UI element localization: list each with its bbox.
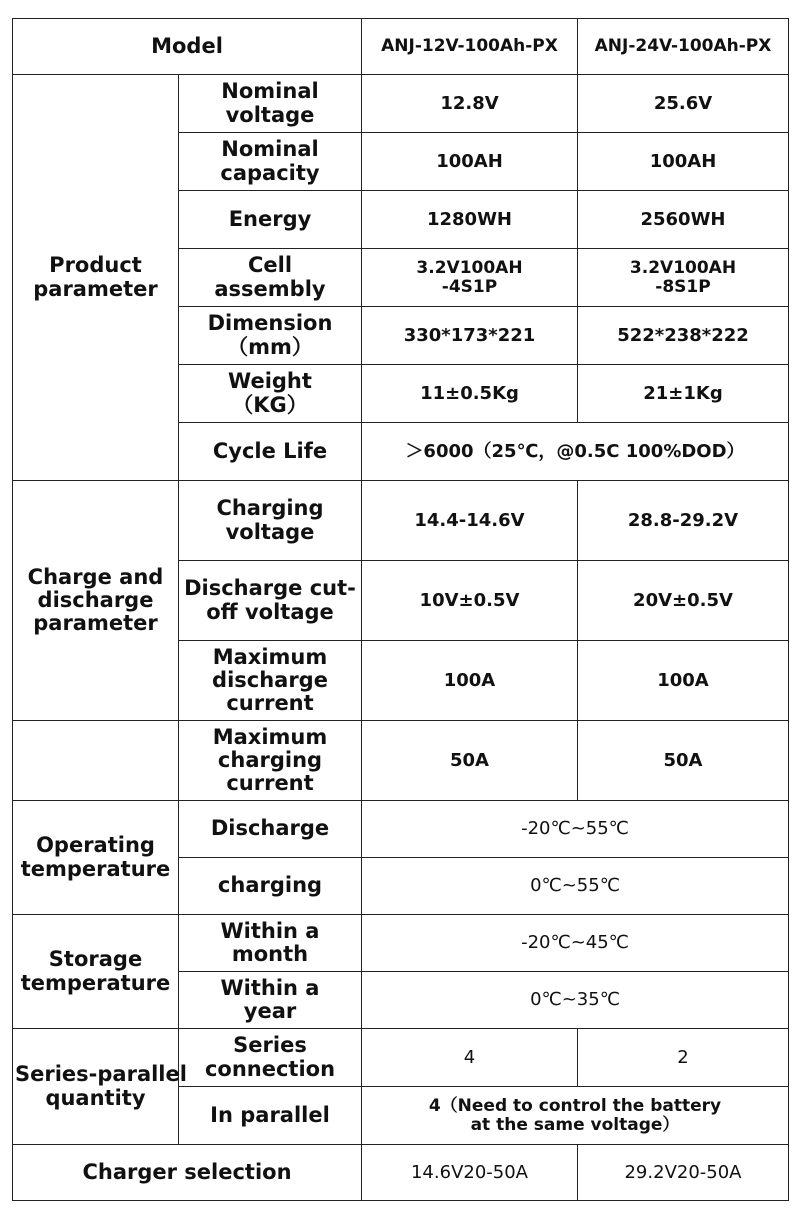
energy-24v: 2560WH: [578, 191, 789, 249]
weight-12v: 11±0.5Kg: [362, 365, 578, 423]
model-12v-header: ANJ-12V-100Ah-PX: [362, 19, 578, 75]
nominal-voltage-label: Nominal voltage: [179, 75, 362, 133]
charger-24v: 29.2V20-50A: [578, 1145, 789, 1201]
nominal-capacity-12v: 100AH: [362, 133, 578, 191]
storage-month-row: [13, 915, 789, 972]
storage-month-value: -20℃~45℃: [362, 915, 789, 972]
nominal-voltage-row: [13, 75, 789, 133]
energy-12v: 1280WH: [362, 191, 578, 249]
operating-charging-label: charging: [179, 858, 362, 915]
cell-assembly-24v: 3.2V100AH -8S1P: [578, 249, 789, 307]
cycle-life-value: ＞6000（25℃，@0.5C 100%DOD）: [362, 423, 789, 481]
max-charging-current-row: [13, 721, 789, 801]
charging-voltage-row: [13, 481, 789, 561]
dimension-label: Dimension （mm）: [179, 307, 362, 365]
operating-discharge-row: [13, 801, 789, 858]
series-connection-row: [13, 1029, 789, 1087]
max-discharge-current-24v: 100A: [578, 641, 789, 721]
cell-assembly-12v: 3.2V100AH -4S1P: [362, 249, 578, 307]
weight-24v: 21±1Kg: [578, 365, 789, 423]
max-charging-group-empty: [13, 721, 179, 801]
discharge-cutoff-label: Discharge cut- off voltage: [179, 561, 362, 641]
in-parallel-value: 4（Need to control the battery at the same voltage）: [362, 1087, 789, 1145]
max-charging-current-label: Maximum charging current: [179, 721, 362, 801]
discharge-cutoff-24v: 20V±0.5V: [578, 561, 789, 641]
series-connection-24v: 2: [578, 1029, 789, 1087]
nominal-voltage-24v: 25.6V: [578, 75, 789, 133]
charger-12v: 14.6V20-50A: [362, 1145, 578, 1201]
max-charging-current-12v: 50A: [362, 721, 578, 801]
max-charging-current-24v: 50A: [578, 721, 789, 801]
charging-voltage-label: Charging voltage: [179, 481, 362, 561]
charge-discharge-group: Charge and discharge parameter: [13, 481, 179, 721]
series-parallel-group: Series-parallel quantity: [13, 1029, 179, 1145]
cycle-life-label: Cycle Life: [179, 423, 362, 481]
nominal-voltage-12v: 12.8V: [362, 75, 578, 133]
storage-month-label: Within a month: [179, 915, 362, 972]
dimension-12v: 330*173*221: [362, 307, 578, 365]
storage-year-label: Within a year: [179, 972, 362, 1029]
series-connection-12v: 4: [362, 1029, 578, 1087]
discharge-cutoff-12v: 10V±0.5V: [362, 561, 578, 641]
operating-temperature-group: Operating temperature: [13, 801, 179, 915]
operating-charging-value: 0℃~55℃: [362, 858, 789, 915]
nominal-capacity-24v: 100AH: [578, 133, 789, 191]
max-discharge-current-label: Maximum discharge current: [179, 641, 362, 721]
model-header: Model: [13, 19, 362, 75]
charging-voltage-12v: 14.4-14.6V: [362, 481, 578, 561]
header-row: [13, 19, 789, 75]
nominal-capacity-label: Nominal capacity: [179, 133, 362, 191]
model-24v-header: ANJ-24V-100Ah-PX: [578, 19, 789, 75]
charging-voltage-24v: 28.8-29.2V: [578, 481, 789, 561]
charger-selection-row: [13, 1145, 789, 1201]
charger-selection-label: Charger selection: [13, 1145, 362, 1201]
cell-assembly-label: Cell assembly: [179, 249, 362, 307]
series-connection-label: Series connection: [179, 1029, 362, 1087]
energy-label: Energy: [179, 191, 362, 249]
storage-temperature-group: Storage temperature: [13, 915, 179, 1029]
storage-year-value: 0℃~35℃: [362, 972, 789, 1029]
operating-discharge-value: -20℃~55℃: [362, 801, 789, 858]
max-discharge-current-12v: 100A: [362, 641, 578, 721]
weight-label: Weight （KG）: [179, 365, 362, 423]
product-parameter-group: Product parameter: [13, 75, 179, 481]
operating-discharge-label: Discharge: [179, 801, 362, 858]
specification-table: [12, 18, 789, 1201]
in-parallel-label: In parallel: [179, 1087, 362, 1145]
dimension-24v: 522*238*222: [578, 307, 789, 365]
